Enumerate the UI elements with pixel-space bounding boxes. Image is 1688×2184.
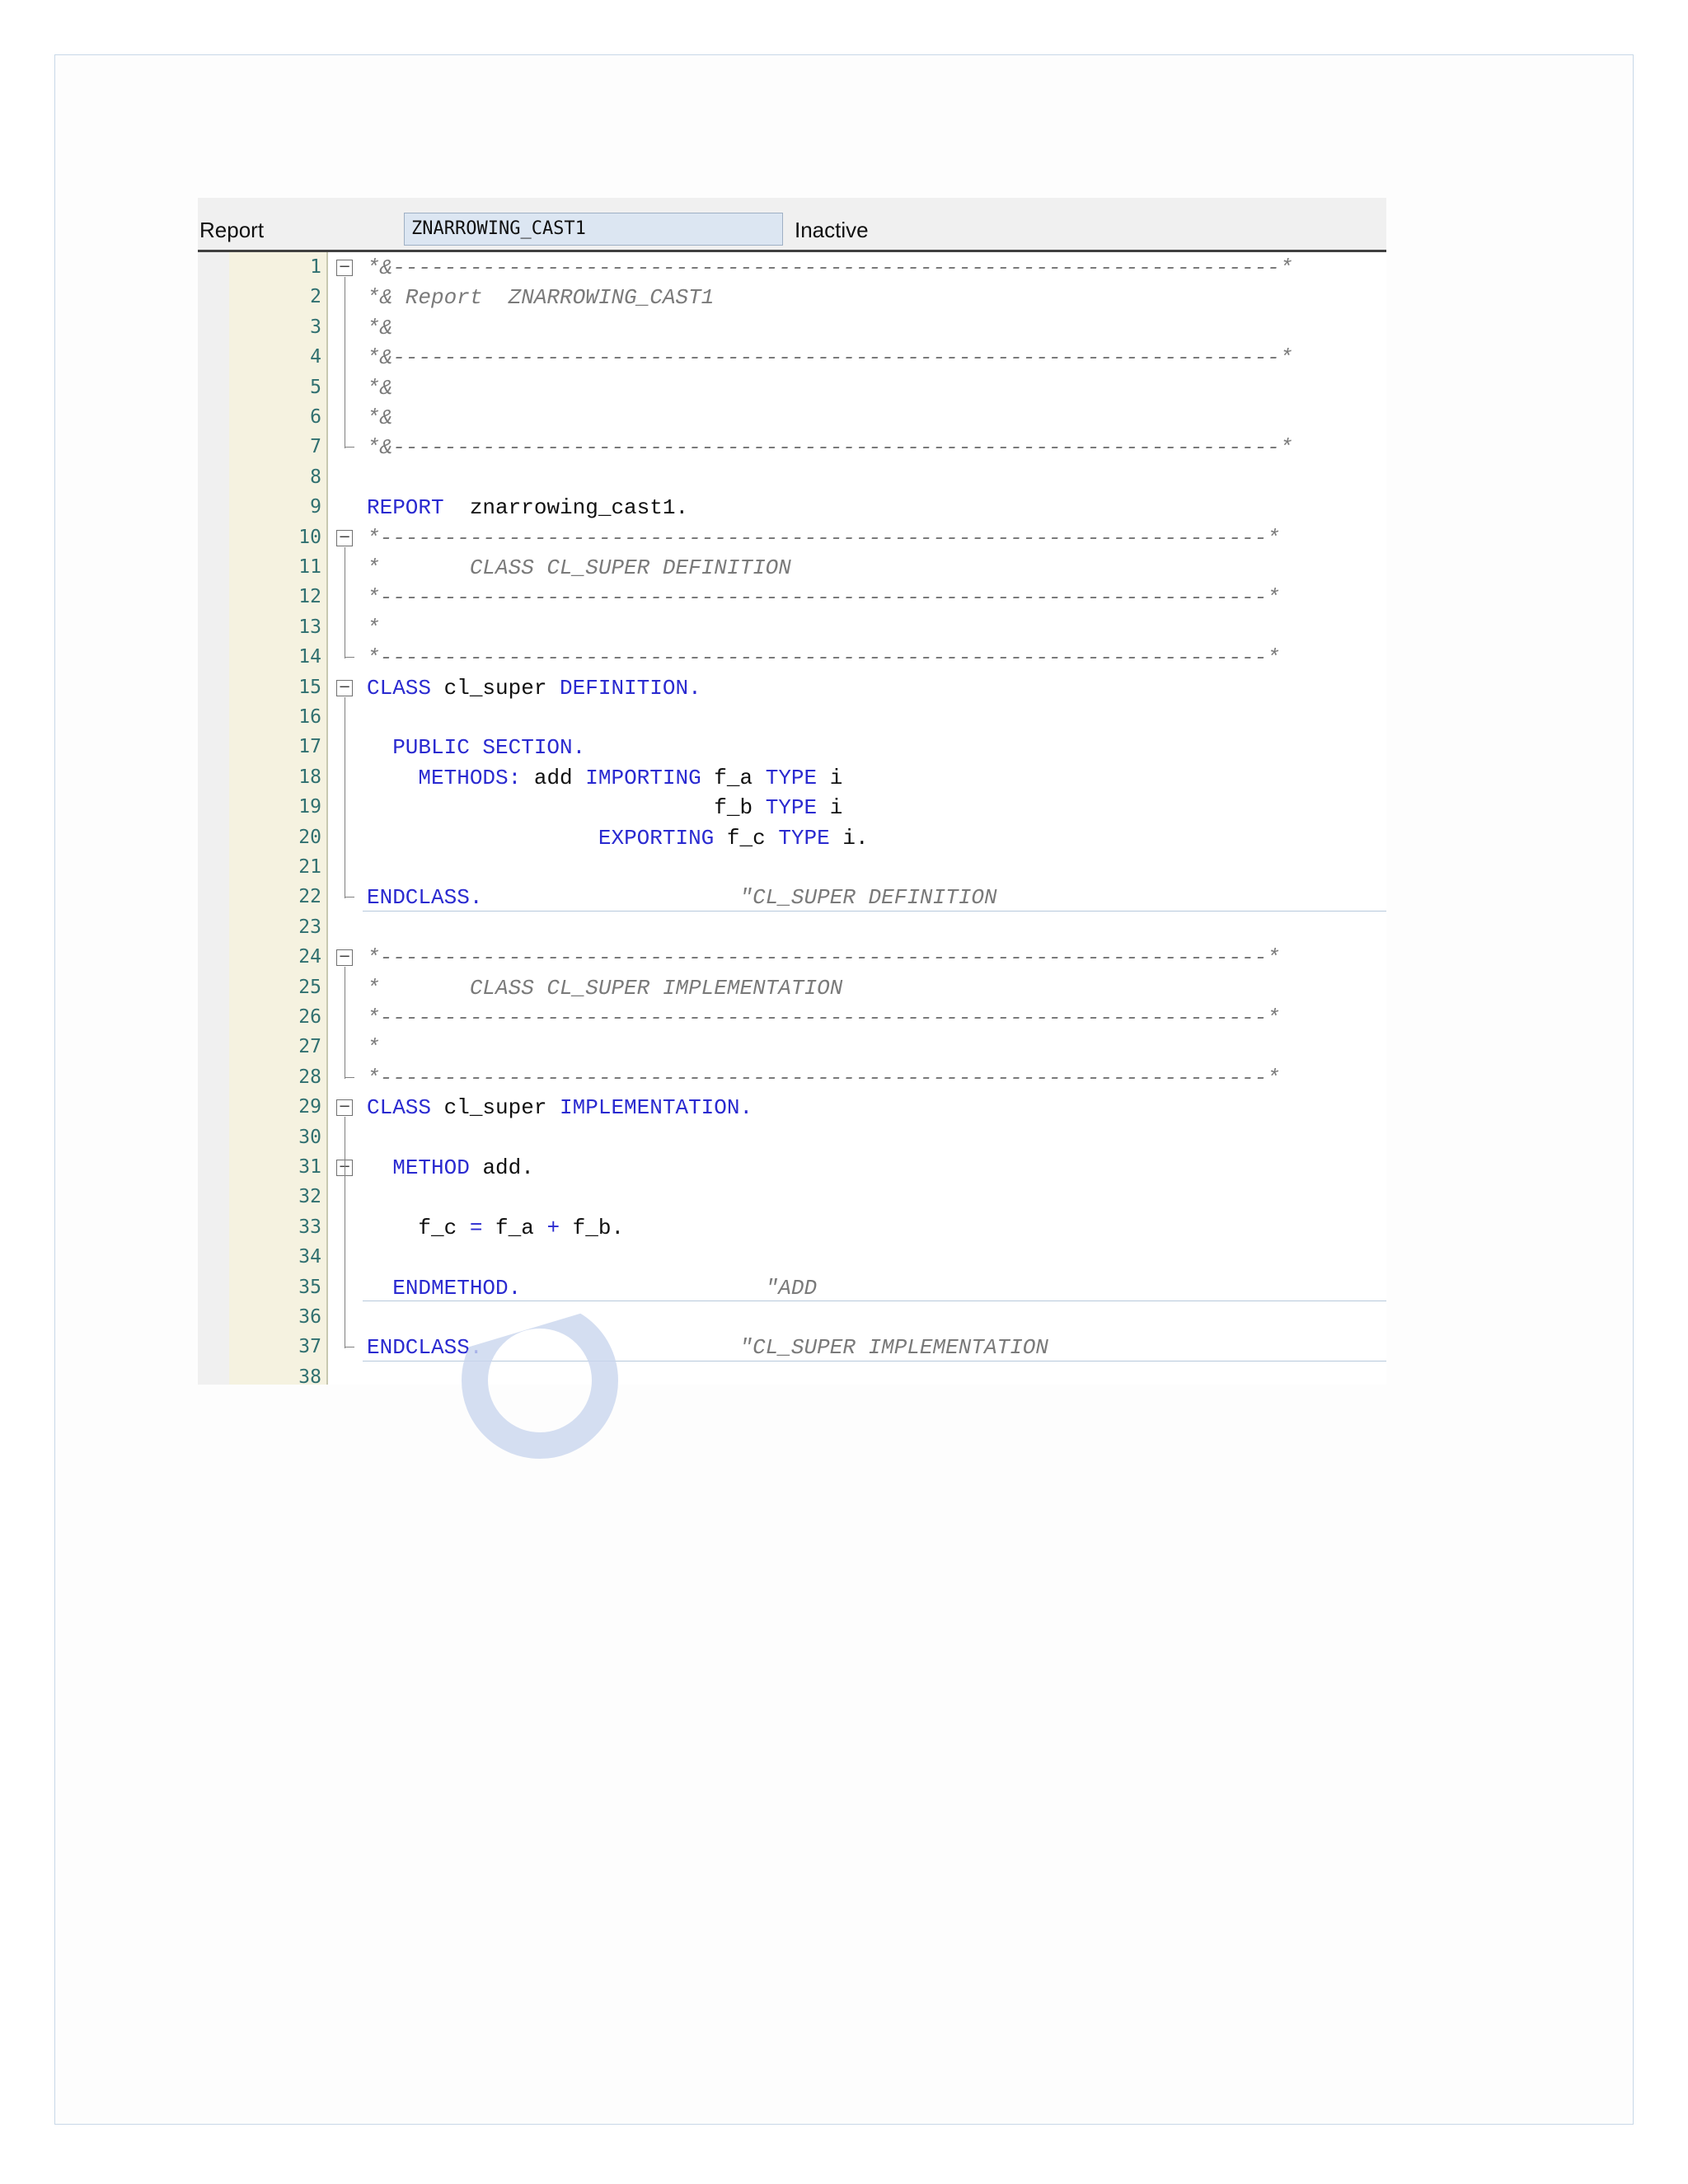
code-line[interactable] xyxy=(198,882,1386,912)
line-number: 3 xyxy=(310,316,321,338)
line-number: 4 xyxy=(310,346,321,368)
line-number: 11 xyxy=(298,556,321,578)
code-line[interactable] xyxy=(198,373,1386,402)
line-number: 20 xyxy=(298,826,321,848)
code-line[interactable] xyxy=(198,1092,1386,1122)
code-line[interactable] xyxy=(198,642,1386,672)
code-text: REPORT znarrowing_cast1. xyxy=(367,495,689,521)
program-name-field[interactable]: ZNARROWING_CAST1 xyxy=(404,213,783,246)
code-line[interactable] xyxy=(198,1032,1386,1062)
code-text: *&---------------------------------------------------------------------* xyxy=(367,345,1293,371)
activation-status: Inactive xyxy=(795,218,869,242)
fold-guide-end xyxy=(345,657,354,658)
code-line[interactable] xyxy=(198,912,1386,942)
fold-guide-end xyxy=(345,897,354,898)
line-number: 28 xyxy=(298,1066,321,1088)
code-line[interactable] xyxy=(198,462,1386,492)
line-number: 37 xyxy=(298,1336,321,1358)
code-line[interactable] xyxy=(198,702,1386,732)
code-line[interactable] xyxy=(198,523,1386,552)
line-number: 17 xyxy=(298,736,321,758)
abap-editor-window xyxy=(198,198,1386,1385)
code-text: *---------------------------------------------------------------------* xyxy=(367,585,1280,611)
line-number: 29 xyxy=(298,1096,321,1118)
code-line[interactable] xyxy=(198,1182,1386,1212)
editor-header xyxy=(198,198,1386,252)
object-type-label: Report xyxy=(199,218,265,242)
fold-toggle-icon[interactable]: − xyxy=(336,260,353,276)
line-number: 35 xyxy=(298,1276,321,1298)
line-number: 31 xyxy=(298,1156,321,1178)
code-text: *&---------------------------------------------------------------------* xyxy=(367,255,1293,280)
fold-toggle-icon[interactable]: − xyxy=(336,1160,353,1176)
code-line[interactable] xyxy=(198,1062,1386,1092)
line-number: 18 xyxy=(298,766,321,788)
code-text: *& Report ZNARROWING_CAST1 xyxy=(367,285,715,311)
code-line[interactable] xyxy=(198,402,1386,432)
code-text: *&---------------------------------------------------------------------* xyxy=(367,435,1293,461)
fold-toggle-icon[interactable]: − xyxy=(336,680,353,696)
code-text: CLASS cl_super DEFINITION. xyxy=(367,675,701,701)
code-text: ENDMETHOD. "ADD xyxy=(392,1275,818,1301)
line-number: 21 xyxy=(298,856,321,878)
code-text: *---------------------------------------------------------------------* xyxy=(367,525,1280,551)
code-line[interactable] xyxy=(198,1002,1386,1032)
code-line[interactable] xyxy=(198,582,1386,612)
line-number: 26 xyxy=(298,1006,321,1028)
line-number: 33 xyxy=(298,1216,321,1238)
code-text: *---------------------------------------------------------------------* xyxy=(367,645,1280,671)
code-line[interactable] xyxy=(198,1332,1386,1361)
code-text: * xyxy=(367,1035,380,1061)
line-number: 5 xyxy=(310,376,321,398)
code-line[interactable] xyxy=(198,1272,1386,1302)
code-line[interactable] xyxy=(198,852,1386,882)
fold-guide-end xyxy=(345,1077,354,1078)
code-line[interactable] xyxy=(198,432,1386,462)
code-line[interactable] xyxy=(198,732,1386,762)
code-text: f_c = f_a + f_b. xyxy=(367,1215,625,1240)
code-text: EXPORTING f_c TYPE i. xyxy=(598,825,869,851)
line-number: 13 xyxy=(298,616,321,638)
code-line[interactable] xyxy=(198,312,1386,342)
line-number: 23 xyxy=(298,916,321,938)
line-number: 7 xyxy=(310,436,321,458)
code-line[interactable] xyxy=(198,552,1386,582)
code-line[interactable] xyxy=(198,1152,1386,1182)
code-line[interactable] xyxy=(198,1302,1386,1332)
line-number: 15 xyxy=(298,676,321,698)
code-text: *& xyxy=(367,315,393,340)
line-number: 25 xyxy=(298,976,321,998)
fold-guide-end xyxy=(345,447,354,448)
code-line[interactable] xyxy=(198,342,1386,372)
line-number: 22 xyxy=(298,886,321,908)
code-line[interactable] xyxy=(198,972,1386,1002)
code-line[interactable] xyxy=(198,252,1386,282)
code-line[interactable] xyxy=(198,1122,1386,1152)
code-text: ENDCLASS. "CL_SUPER IMPLEMENTATION xyxy=(367,1335,1048,1361)
code-text: CLASS cl_super IMPLEMENTATION. xyxy=(367,1095,753,1121)
line-number: 27 xyxy=(298,1036,321,1058)
line-number: 36 xyxy=(298,1306,321,1328)
code-text: *---------------------------------------------------------------------* xyxy=(367,945,1280,971)
code-text: * xyxy=(367,615,380,640)
code-line[interactable] xyxy=(198,492,1386,522)
code-text: *---------------------------------------------------------------------* xyxy=(367,1005,1280,1030)
code-line[interactable] xyxy=(198,762,1386,792)
code-line[interactable] xyxy=(198,673,1386,702)
code-text: *---------------------------------------------------------------------* xyxy=(367,1065,1280,1090)
code-line[interactable] xyxy=(198,942,1386,972)
code-line[interactable] xyxy=(198,792,1386,822)
code-line[interactable] xyxy=(198,1212,1386,1242)
code-text: f_b TYPE i xyxy=(367,795,843,821)
line-number: 38 xyxy=(298,1366,321,1385)
line-number: 6 xyxy=(310,406,321,428)
line-number: 16 xyxy=(298,706,321,728)
code-text: * CLASS CL_SUPER DEFINITION xyxy=(367,555,791,580)
code-line[interactable] xyxy=(198,1362,1386,1385)
code-text: PUBLIC SECTION. xyxy=(367,735,586,761)
line-number: 14 xyxy=(298,646,321,668)
fold-toggle-icon[interactable]: − xyxy=(336,530,353,546)
code-text: * CLASS CL_SUPER IMPLEMENTATION xyxy=(367,975,843,1001)
code-line[interactable] xyxy=(198,612,1386,642)
line-number: 8 xyxy=(310,466,321,488)
fold-toggle-icon[interactable]: − xyxy=(336,1099,353,1116)
fold-toggle-icon[interactable]: − xyxy=(336,949,353,966)
code-editor[interactable] xyxy=(198,252,1386,1385)
code-text: METHODS: add IMPORTING f_a TYPE i xyxy=(418,765,843,790)
code-line[interactable] xyxy=(198,823,1386,852)
line-number: 2 xyxy=(310,286,321,308)
line-number: 1 xyxy=(310,256,321,278)
line-number: 24 xyxy=(298,946,321,968)
line-number: 32 xyxy=(298,1186,321,1208)
line-number: 19 xyxy=(298,796,321,818)
line-number: 9 xyxy=(310,496,321,518)
code-text: *& xyxy=(367,375,393,401)
code-text: ENDCLASS. "CL_SUPER DEFINITION xyxy=(367,885,997,911)
line-number: 12 xyxy=(298,586,321,608)
line-number: 10 xyxy=(298,526,321,548)
code-text: METHOD add. xyxy=(392,1155,534,1180)
code-line[interactable] xyxy=(198,1242,1386,1272)
line-number: 34 xyxy=(298,1246,321,1268)
line-number: 30 xyxy=(298,1126,321,1148)
code-line[interactable] xyxy=(198,282,1386,312)
block-separator xyxy=(363,911,1386,912)
code-text: *& xyxy=(367,405,393,430)
